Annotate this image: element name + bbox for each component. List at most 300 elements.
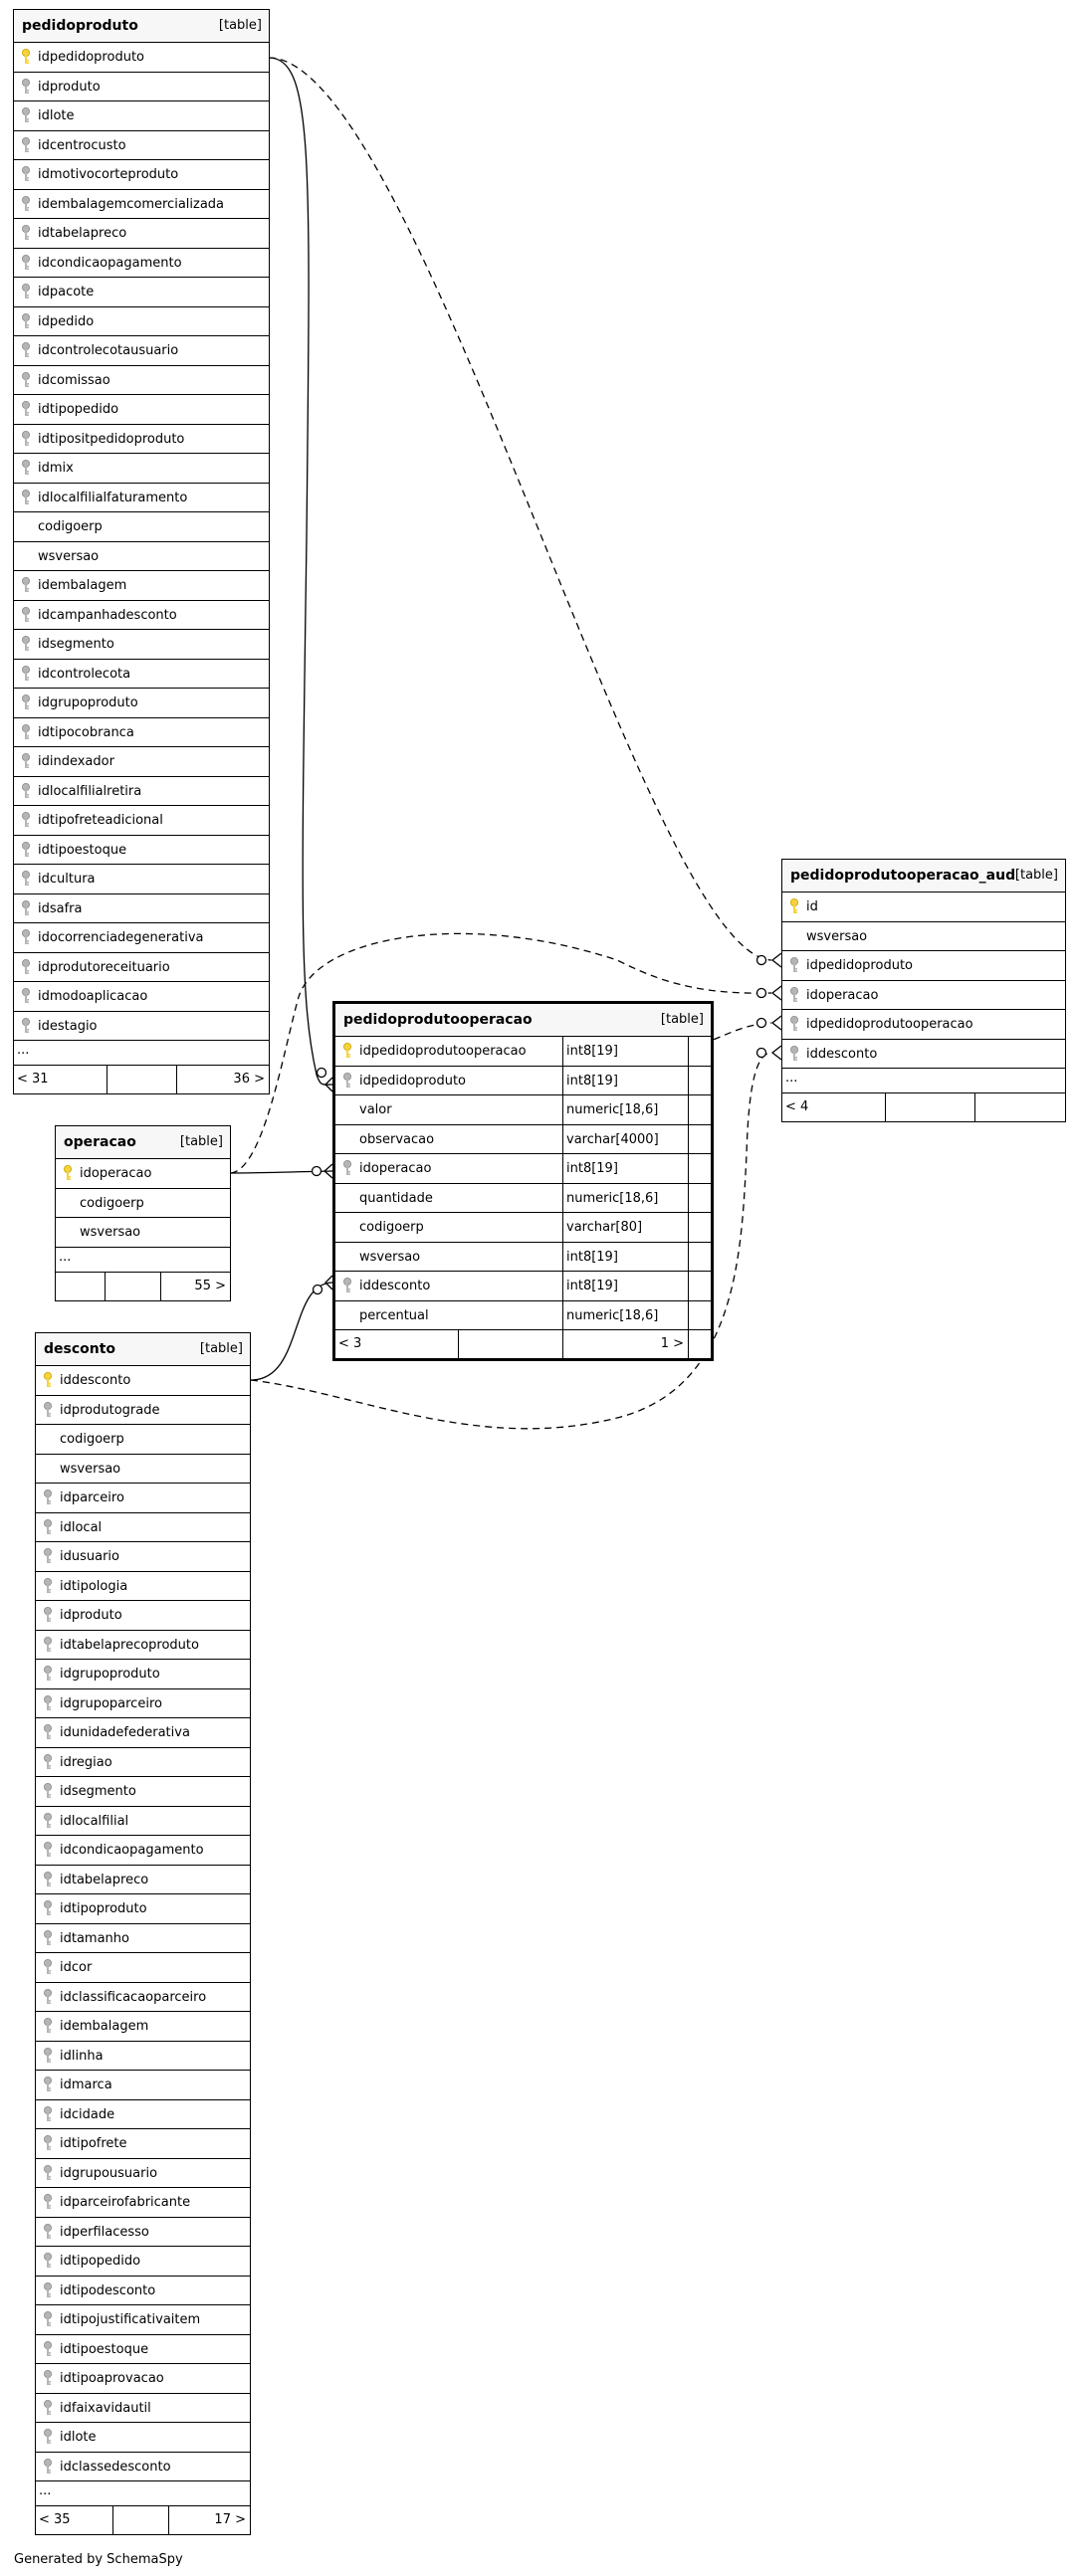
foreign-key-icon: [21, 255, 31, 271]
column-row-idmodoaplicacao: [14, 982, 269, 1012]
more-columns: [56, 1248, 230, 1273]
column-name: quantidade: [359, 1190, 433, 1206]
foreign-key-icon: [789, 987, 799, 1003]
column-list: [335, 1037, 711, 1330]
column-name: iddesconto: [60, 1373, 131, 1388]
foreign-key-icon: [43, 2106, 53, 2122]
foreign-key-icon: [21, 107, 31, 123]
foreign-key-icon: [21, 871, 31, 887]
column-name: idtipojustificativaitem: [60, 2312, 201, 2327]
foreign-key-icon: [789, 1046, 799, 1062]
primary-key-icon: [342, 1043, 352, 1059]
foreign-key-icon: [43, 1695, 53, 1711]
column-row-idregiao: [36, 1748, 250, 1778]
column-row-wsversao: [36, 1455, 250, 1485]
column-name: codigoerp: [80, 1195, 144, 1211]
column-name: idparceirofabricante: [60, 2195, 191, 2210]
column-name: idocorrenciadegenerativa: [38, 930, 204, 945]
table-footer: [782, 1093, 1065, 1121]
column-row-idoperacao: [782, 981, 1065, 1011]
column-row-idlocalfilialretira: [14, 777, 269, 807]
column-row-idcentrocusto: [14, 131, 269, 161]
table-type-label: [table]: [199, 1341, 243, 1356]
column-name: idlinha: [60, 2048, 104, 2064]
primary-key-icon: [21, 49, 31, 65]
column-row-idmotivocorteproduto: [14, 160, 269, 190]
table-footer: [335, 1330, 711, 1358]
table-desconto: [35, 1332, 251, 2535]
foreign-key-icon: [43, 2048, 53, 2064]
column-name: idtabelapreco: [60, 1872, 149, 1887]
column-row-idtabelaprecoproduto: [36, 1631, 250, 1661]
column-row-wsversao: [782, 922, 1065, 952]
foreign-key-icon: [21, 342, 31, 358]
column-row-idtipositpedidoproduto: [14, 425, 269, 455]
parents-count: < 31: [17, 1072, 49, 1087]
column-name: idcultura: [38, 872, 96, 887]
column-row-observacao: [335, 1125, 711, 1155]
column-name: idoperacao: [80, 1166, 152, 1181]
table-header: [335, 1004, 711, 1037]
table-header: [56, 1126, 230, 1159]
column-row-wsversao: [14, 542, 269, 572]
foreign-key-icon: [43, 2429, 53, 2445]
column-row-idtipoestoque: [14, 836, 269, 866]
column-row-idpedido: [14, 307, 269, 337]
foreign-key-icon: [43, 2282, 53, 2298]
column-type: int8[19]: [566, 1161, 618, 1176]
column-name: percentual: [359, 1307, 429, 1323]
column-row-idtipodesconto: [36, 2277, 250, 2306]
column-row-idembalagemcomercializada: [14, 190, 269, 220]
table-footer: [14, 1066, 269, 1093]
column-name: id: [806, 899, 818, 914]
column-row-idcondicaopagamento: [14, 249, 269, 279]
table-name: desconto: [44, 1341, 116, 1357]
column-name: idlocalfilial: [60, 1813, 129, 1829]
table-footer: [56, 1273, 230, 1300]
foreign-key-icon: [43, 1548, 53, 1564]
column-name: wsversao: [38, 548, 100, 564]
column-type: numeric[18,6]: [566, 1102, 659, 1117]
foreign-key-icon: [789, 957, 799, 973]
column-row-idcontrolecota: [14, 660, 269, 690]
more-label: ...: [17, 1043, 30, 1058]
foreign-key-icon: [342, 1278, 352, 1293]
column-name: idestagio: [38, 1018, 98, 1034]
foreign-key-icon: [21, 900, 31, 916]
column-type: numeric[18,6]: [566, 1307, 659, 1323]
column-name: idclassificacaoparceiro: [60, 1989, 207, 2005]
column-row-idlocal: [36, 1513, 250, 1543]
column-row-wsversao: [335, 1243, 711, 1273]
column-row-idcidade: [36, 2100, 250, 2130]
column-name: idcondicaopagamento: [60, 1843, 204, 1858]
table-name: pedidoproduto: [22, 18, 138, 34]
column-name: idgrupoproduto: [60, 1667, 160, 1682]
parents-count: < 3: [338, 1336, 362, 1351]
column-row-idpedidoproduto: [782, 951, 1065, 981]
column-name: idtipoestoque: [38, 842, 127, 858]
column-name: wsversao: [80, 1225, 141, 1240]
column-row-quantidade: [335, 1184, 711, 1214]
table-operacao: [55, 1125, 231, 1301]
column-name: idcampanhadesconto: [38, 607, 177, 623]
column-type: int8[19]: [566, 1044, 618, 1059]
column-name: idtabelapreco: [38, 226, 127, 241]
foreign-key-icon: [21, 607, 31, 623]
children-count: 55 >: [194, 1278, 226, 1293]
column-row-codigoerp: [56, 1189, 230, 1219]
foreign-key-icon: [43, 1813, 53, 1829]
foreign-key-icon: [43, 1842, 53, 1858]
foreign-key-icon: [21, 460, 31, 476]
more-label: ...: [39, 2483, 52, 2498]
foreign-key-icon: [43, 2341, 53, 2357]
column-name: idusuario: [60, 1549, 119, 1564]
column-name: idtipodesconto: [60, 2282, 156, 2298]
foreign-key-icon: [21, 577, 31, 593]
more-columns: [14, 1041, 269, 1066]
column-type: numeric[18,6]: [566, 1190, 659, 1206]
column-row-idembalagem: [36, 2012, 250, 2042]
foreign-key-icon: [43, 2165, 53, 2181]
foreign-key-icon: [43, 1666, 53, 1682]
column-row-codigoerp: [335, 1213, 711, 1243]
column-name: wsversao: [359, 1249, 421, 1265]
column-name: idtipoaprovacao: [60, 2371, 164, 2386]
foreign-key-icon: [342, 1160, 352, 1176]
column-name: idperfilacesso: [60, 2224, 149, 2240]
column-name: idpacote: [38, 285, 95, 299]
column-row-codigoerp: [36, 1425, 250, 1455]
foreign-key-icon: [21, 1018, 31, 1034]
foreign-key-icon: [21, 783, 31, 799]
column-type: varchar[80]: [566, 1220, 643, 1235]
column-list: [782, 892, 1065, 1069]
column-name: idtipocobranca: [38, 724, 134, 740]
foreign-key-icon: [342, 1073, 352, 1089]
column-name: idgrupoproduto: [38, 695, 138, 710]
more-columns: [782, 1069, 1065, 1093]
aud-line-idpedidoproduto: [269, 58, 771, 960]
table-footer: [36, 2506, 250, 2534]
column-row-iddesconto: [36, 1366, 250, 1396]
column-name: idgrupoparceiro: [60, 1695, 162, 1711]
column-name: codigoerp: [359, 1220, 424, 1235]
foreign-key-icon: [43, 1872, 53, 1887]
primary-key-icon: [63, 1165, 73, 1181]
column-row-idmarca: [36, 2071, 250, 2100]
more-columns: [36, 2481, 250, 2506]
more-label: ...: [785, 1071, 798, 1086]
column-name: idprodutograde: [60, 1402, 160, 1418]
column-name: observacao: [359, 1131, 435, 1147]
table-name: pedidoprodutooperacao_aud: [790, 868, 1016, 884]
column-row-codigoerp: [14, 512, 269, 542]
column-row-idoperacao: [56, 1159, 230, 1189]
foreign-key-icon: [43, 1754, 53, 1770]
primary-key-icon: [43, 1372, 53, 1388]
column-name: idparceiro: [60, 1490, 124, 1505]
column-row-percentual: [335, 1301, 711, 1331]
column-row-idlocalfilialfaturamento: [14, 484, 269, 513]
column-name: idtabelaprecoproduto: [60, 1637, 199, 1653]
foreign-key-icon: [21, 372, 31, 388]
column-row-idcontrolecotausuario: [14, 336, 269, 366]
column-name: idproduto: [38, 79, 101, 95]
table-name: pedidoprodutooperacao: [343, 1012, 533, 1028]
column-name: idcontrolecotausuario: [38, 343, 179, 358]
foreign-key-icon: [789, 1016, 799, 1032]
foreign-key-icon: [43, 1607, 53, 1623]
column-row-idsafra: [14, 894, 269, 924]
column-row-idtipofrete: [36, 2129, 250, 2159]
column-row-idparceirofabricante: [36, 2188, 250, 2218]
column-row-idcondicaopagamento: [36, 1836, 250, 1866]
column-name: idcidade: [60, 2106, 115, 2122]
column-name: idregiao: [60, 1754, 112, 1770]
foreign-key-icon: [43, 2253, 53, 2269]
column-name: idpedidoprodutooperacao: [359, 1044, 527, 1059]
column-name: idpedidoprodutooperacao: [806, 1017, 973, 1032]
column-row-idtipopedido: [36, 2247, 250, 2277]
column-row-iddesconto: [782, 1040, 1065, 1070]
column-row-idembalagem: [14, 571, 269, 601]
column-name: idtipofreteadicional: [38, 813, 163, 828]
column-name: idmix: [38, 461, 74, 476]
foreign-key-icon: [43, 2400, 53, 2416]
column-row-idtipocobranca: [14, 718, 269, 748]
column-name: idlocal: [60, 1519, 103, 1535]
column-row-idcomissao: [14, 366, 269, 396]
column-row-idtipofreteadicional: [14, 806, 269, 836]
column-name: idfaixavidautil: [60, 2400, 151, 2416]
column-row-idoperacao: [335, 1154, 711, 1184]
column-name: iddesconto: [359, 1279, 431, 1293]
foreign-key-icon: [21, 284, 31, 299]
column-name: idunidadefederativa: [60, 1725, 190, 1740]
column-name: idindexador: [38, 754, 114, 769]
column-row-id: [782, 892, 1065, 922]
table-type-label: [table]: [218, 18, 262, 33]
column-row-idtabelapreco: [36, 1866, 250, 1895]
foreign-key-icon: [43, 1783, 53, 1799]
foreign-key-icon: [21, 166, 31, 182]
column-row-idtipologia: [36, 1572, 250, 1602]
foreign-key-icon: [21, 137, 31, 153]
table-header: [36, 1333, 250, 1366]
column-name: idtipopedido: [38, 402, 119, 417]
column-row-wsversao: [56, 1218, 230, 1248]
column-name: idtipositpedidoproduto: [38, 431, 185, 447]
column-name: idoperacao: [359, 1161, 432, 1176]
column-row-idparceiro: [36, 1484, 250, 1513]
foreign-key-icon: [43, 2194, 53, 2210]
foreign-key-icon: [21, 988, 31, 1004]
column-row-idmix: [14, 454, 269, 484]
foreign-key-icon: [21, 842, 31, 858]
foreign-key-icon: [43, 1989, 53, 2005]
foreign-key-icon: [43, 1402, 53, 1418]
foreign-key-icon: [43, 1637, 53, 1653]
column-name: idtamanho: [60, 1930, 129, 1946]
foreign-key-icon: [21, 636, 31, 652]
table-pedidoprodutooperacao-aud: [781, 859, 1066, 1122]
generated-by-text: Generated by SchemaSpy: [14, 2552, 183, 2567]
foreign-key-icon: [21, 225, 31, 241]
column-type: varchar[4000]: [566, 1131, 659, 1147]
column-row-idcampanhadesconto: [14, 601, 269, 631]
foreign-key-icon: [43, 2077, 53, 2092]
column-name: idproduto: [60, 1608, 122, 1623]
column-list: [56, 1159, 230, 1248]
column-row-idpedidoproduto: [335, 1067, 711, 1096]
fk-line-iddesconto: [251, 1283, 332, 1380]
column-name: idsafra: [38, 900, 83, 916]
column-type: int8[19]: [566, 1279, 618, 1293]
column-row-idgrupoproduto: [36, 1660, 250, 1689]
foreign-key-icon: [43, 1959, 53, 1975]
foreign-key-icon: [21, 313, 31, 329]
foreign-key-icon: [43, 1578, 53, 1594]
column-row-idtipoaprovacao: [36, 2364, 250, 2394]
foreign-key-icon: [43, 1489, 53, 1505]
foreign-key-icon: [43, 2459, 53, 2475]
column-name: idembalagemcomercializada: [38, 196, 225, 212]
table-header: [782, 860, 1065, 892]
children-count: 1 >: [660, 1336, 684, 1351]
column-name: idlocalfilialfaturamento: [38, 490, 188, 505]
column-name: idcentrocusto: [38, 137, 126, 153]
primary-key-icon: [789, 898, 799, 914]
column-row-idindexador: [14, 747, 269, 777]
foreign-key-icon: [21, 79, 31, 95]
column-name: idlote: [60, 2430, 97, 2445]
column-row-idlinha: [36, 2042, 250, 2072]
column-row-idgrupoproduto: [14, 689, 269, 718]
column-row-idprodutoreceituario: [14, 953, 269, 983]
foreign-key-icon: [21, 694, 31, 710]
table-type-label: [table]: [179, 1134, 223, 1149]
column-row-idpacote: [14, 278, 269, 307]
foreign-key-icon: [21, 753, 31, 769]
column-row-idcor: [36, 1953, 250, 1983]
column-row-idestagio: [14, 1012, 269, 1042]
column-name: idcomissao: [38, 372, 110, 388]
column-row-idlocalfilial: [36, 1807, 250, 1837]
foreign-key-icon: [21, 666, 31, 682]
column-name: idmodoaplicacao: [38, 989, 148, 1004]
column-row-idtipoproduto: [36, 1894, 250, 1924]
column-name: valor: [359, 1102, 392, 1117]
parents-count: < 4: [785, 1099, 809, 1114]
column-row-idgrupoparceiro: [36, 1689, 250, 1719]
column-row-idlote: [36, 2423, 250, 2453]
foreign-key-icon: [43, 2224, 53, 2240]
column-name: idcondicaopagamento: [38, 255, 182, 271]
column-name: idpedidoproduto: [38, 50, 144, 65]
foreign-key-icon: [21, 490, 31, 505]
column-row-idpedidoprodutooperacao: [782, 1010, 1065, 1040]
foreign-key-icon: [21, 724, 31, 740]
column-row-idperfilacesso: [36, 2218, 250, 2248]
column-row-idusuario: [36, 1542, 250, 1572]
column-row-idlote: [14, 101, 269, 131]
column-name: iddesconto: [806, 1046, 878, 1062]
table-type-label: [table]: [1014, 868, 1058, 883]
column-name: idembalagem: [38, 578, 127, 593]
foreign-key-icon: [21, 929, 31, 945]
column-name: codigoerp: [60, 1432, 124, 1447]
column-name: idcontrolecota: [38, 666, 131, 682]
column-row-idsegmento: [14, 630, 269, 660]
column-row-idtipopedido: [14, 395, 269, 425]
children-count: 17 >: [214, 2512, 246, 2527]
foreign-key-icon: [43, 2370, 53, 2386]
foreign-key-icon: [43, 2135, 53, 2151]
column-name: wsversao: [806, 928, 868, 944]
column-name: idpedidoproduto: [359, 1073, 466, 1089]
foreign-key-icon: [43, 1519, 53, 1535]
table-header: [14, 10, 269, 43]
column-name: idgrupousuario: [60, 2165, 158, 2181]
column-row-idsegmento: [36, 1777, 250, 1807]
column-row-idocorrenciadegenerativa: [14, 923, 269, 953]
column-name: idsegmento: [38, 637, 114, 652]
parents-count: < 35: [39, 2512, 71, 2527]
column-name: idcor: [60, 1960, 93, 1975]
column-name: idtipologia: [60, 1578, 128, 1594]
foreign-key-icon: [43, 2311, 53, 2327]
column-name: codigoerp: [38, 519, 103, 534]
column-row-idproduto: [36, 1601, 250, 1631]
foreign-key-icon: [21, 401, 31, 417]
foreign-key-icon: [43, 1724, 53, 1740]
foreign-key-icon: [21, 959, 31, 975]
column-list: [36, 1366, 250, 2481]
table-pedidoprodutooperacao: [332, 1001, 714, 1361]
column-row-idpedidoprodutooperacao: [335, 1037, 711, 1067]
column-name: idsegmento: [60, 1784, 136, 1799]
foreign-key-icon: [43, 1900, 53, 1916]
column-row-idprodutograde: [36, 1396, 250, 1426]
column-row-valor: [335, 1095, 711, 1125]
column-row-idclassedesconto: [36, 2453, 250, 2482]
column-row-idtamanho: [36, 1924, 250, 1954]
column-name: idtipopedido: [60, 2254, 141, 2269]
children-count: 36 >: [233, 1072, 265, 1087]
column-row-idclassificacaoparceiro: [36, 1983, 250, 2013]
column-name: idtipofrete: [60, 2136, 127, 2151]
column-row-iddesconto: [335, 1272, 711, 1301]
foreign-key-icon: [21, 431, 31, 447]
column-name: idpedido: [38, 313, 95, 329]
column-list: [14, 43, 269, 1041]
fk-line-idpedidoproduto: [269, 58, 332, 1085]
foreign-key-icon: [43, 1930, 53, 1946]
column-row-idfaixavidautil: [36, 2394, 250, 2424]
column-row-idunidadefederativa: [36, 1718, 250, 1748]
column-name: idembalagem: [60, 2019, 149, 2034]
column-row-idpedidoproduto: [14, 43, 269, 73]
foreign-key-icon: [21, 812, 31, 828]
column-row-idcultura: [14, 865, 269, 894]
column-name: idtipoproduto: [60, 1901, 147, 1916]
column-name: wsversao: [60, 1461, 121, 1477]
table-pedidoproduto: [13, 9, 270, 1094]
column-row-idproduto: [14, 73, 269, 102]
